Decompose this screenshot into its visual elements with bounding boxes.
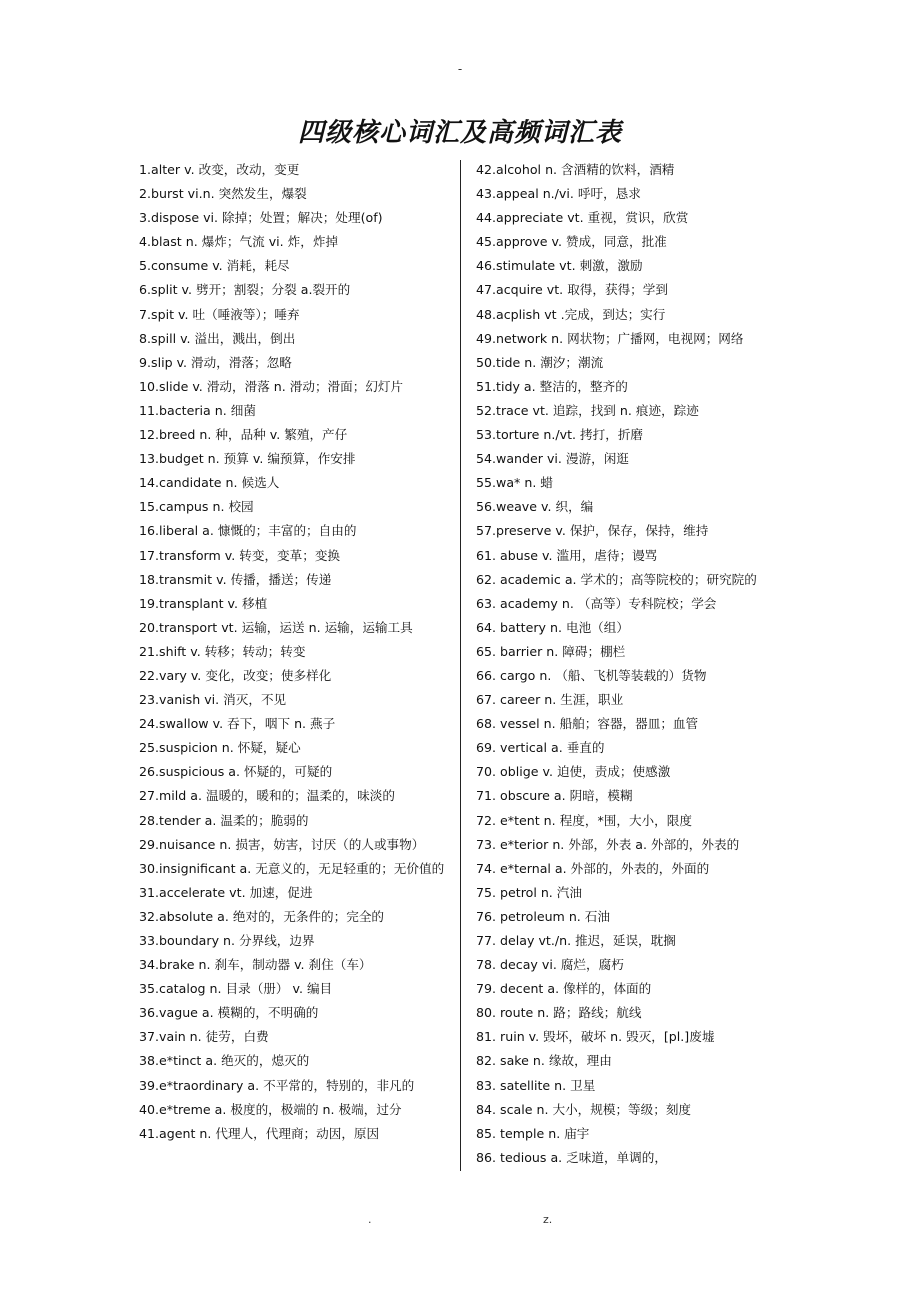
vocab-entry: 57.preserve v. 保护，保存，保持，维持 xyxy=(476,523,709,539)
vocab-entry: 31.accelerate vt. 加速，促进 xyxy=(139,884,313,900)
vocab-entry: 2.burst vi.n. 突然发生，爆裂 xyxy=(139,186,307,202)
vocab-entry: 47.acquire vt. 取得，获得；学到 xyxy=(476,282,668,298)
vocab-entry: 55.wa* n. 蜡 xyxy=(476,475,553,491)
vocab-entry: 17.transform v. 转变，变革；变换 xyxy=(139,547,341,563)
vocab-entry: 16.liberal a. 慷慨的；丰富的；自由的 xyxy=(139,523,357,539)
vocab-entry: 5.consume v. 消耗，耗尽 xyxy=(139,258,290,274)
vocab-entry: 22.vary v. 变化，改变；使多样化 xyxy=(139,667,332,683)
vocab-entry: 44.appreciate vt. 重视，赏识，欣赏 xyxy=(476,210,689,226)
vocab-entry: 11.bacteria n. 细菌 xyxy=(139,402,256,418)
vocab-entry: 38.e*tinct a. 绝灭的，熄灭的 xyxy=(139,1053,310,1069)
vocab-entry: 82. sake n. 缘故，理由 xyxy=(476,1053,612,1069)
vocab-entry: 7.spit v. 吐（唾液等）；唾弃 xyxy=(139,306,300,322)
vocab-entry: 83. satellite n. 卫星 xyxy=(476,1077,596,1093)
vocab-entry: 24.swallow v. 吞下，咽下 n. 燕子 xyxy=(139,716,336,732)
vocab-entry: 61. abuse v. 滥用，虐待；谩骂 xyxy=(476,547,658,563)
vocab-entry: 79. decent a. 像样的，体面的 xyxy=(476,981,652,997)
vocab-entry: 3.dispose vi. 除掉；处置；解决；处理(of) xyxy=(139,210,383,226)
vocab-entry: 26.suspicious a. 怀疑的，可疑的 xyxy=(139,764,333,780)
vocab-entry: 53.torture n./vt. 拷打，折磨 xyxy=(476,427,644,443)
vocab-entry: 43.appeal n./vi. 呼吁，恳求 xyxy=(476,186,641,202)
vocab-entry: 41.agent n. 代理人，代理商；动因，原因 xyxy=(139,1125,380,1141)
vocab-entry: 84. scale n. 大小，规模；等级；刻度 xyxy=(476,1101,692,1117)
vocab-entry: 25.suspicion n. 怀疑，疑心 xyxy=(139,740,301,756)
vocab-entry: 39.e*traordinary a. 不平常的，特别的，非凡的 xyxy=(139,1077,415,1093)
vocab-column-left xyxy=(139,158,455,1146)
vocab-entry: 19.transplant v. 移植 xyxy=(139,595,268,611)
vocab-entry: 77. delay vt./n. 推迟，延误，耽搁 xyxy=(476,933,676,948)
vocab-entry: 29.nuisance n. 损害，妨害，讨厌（的人或事物） xyxy=(139,836,425,852)
vocab-entry: 75. petrol n. 汽油 xyxy=(476,884,582,900)
vocab-entry: 35.catalog n. 目录（册） v. 编目 xyxy=(139,981,333,997)
vocab-entry: 6.split v. 劈开；割裂；分裂 a.裂开的 xyxy=(139,282,351,298)
vocab-entry: 37.vain n. 徒劳，白费 xyxy=(139,1029,269,1045)
vocab-entry: 36.vague a. 模糊的，不明确的 xyxy=(139,1005,319,1021)
vocab-entry: 28.tender a. 温柔的；脆弱的 xyxy=(139,812,309,828)
vocab-entry: 48.acplish vt .完成，到达；实行 xyxy=(476,306,666,322)
vocab-entry: 33.boundary n. 分界线，边界 xyxy=(139,933,315,948)
vocab-entry: 56.weave v. 织，编 xyxy=(476,499,594,515)
vocab-entry: 49.network n. 网状物；广播网，电视网；网络 xyxy=(476,330,744,346)
vocab-entry: 12.breed n. 种，品种 v. 繁殖，产仔 xyxy=(139,427,348,443)
vocab-entry: 69. vertical a. 垂直的 xyxy=(476,740,605,756)
vocab-entry: 42.alcohol n. 含酒精的饮料，酒精 xyxy=(476,162,675,177)
vocab-entry: 30.insignificant a. 无意义的，无足轻重的；无价值的 xyxy=(139,860,445,876)
vocab-entry: 34.brake n. 刹车，制动器 v. 刹住（车） xyxy=(139,957,372,973)
vocab-entry: 51.tidy a. 整洁的，整齐的 xyxy=(476,378,628,394)
vocab-entry: 86. tedious a. 乏味道，单调的， xyxy=(476,1149,667,1165)
vocab-entry: 10.slide v. 滑动，滑落 n. 滑动；滑面；幻灯片 xyxy=(139,378,404,394)
vocab-entry: 15.campus n. 校园 xyxy=(139,499,254,515)
page-title: 四级核心词汇及高频词汇表 xyxy=(297,118,622,148)
vocab-entry: 27.mild a. 温暖的，暖和的；温柔的，味淡的 xyxy=(139,788,395,804)
vocab-entry: 14.candidate n. 候选人 xyxy=(139,475,280,491)
footer-right-mark: z. xyxy=(543,1213,553,1226)
vocab-entry: 66. cargo n. （船、飞机等装载的）货物 xyxy=(476,667,707,683)
vocab-entry: 76. petroleum n. 石油 xyxy=(476,908,610,924)
vocab-entry: 62. academic a. 学术的；高等院校的；研究院的 xyxy=(476,571,757,587)
vocab-entry: 52.trace vt. 追踪，找到 n. 痕迹，踪迹 xyxy=(476,402,699,418)
vocab-entry: 68. vessel n. 船舶；容器，器皿；血管 xyxy=(476,716,699,732)
vocab-entry: 71. obscure a. 阴暗，模糊 xyxy=(476,788,633,804)
vocab-entry: 20.transport vt. 运输，运送 n. 运输，运输工具 xyxy=(139,619,413,635)
vocab-entry: 23.vanish vi. 消灭，不见 xyxy=(139,692,287,708)
vocab-entry: 63. academy n. （高等）专科院校；学会 xyxy=(476,595,717,611)
vocab-entry: 9.slip v. 滑动，滑落；忽略 xyxy=(139,354,292,370)
vocab-entry: 13.budget n. 预算 v. 编预算，作安排 xyxy=(139,451,356,467)
vocab-entry: 81. ruin v. 毁坏，破坏 n. 毁灭，[pl.]废墟 xyxy=(476,1029,715,1045)
vocab-entry: 64. battery n. 电池（组） xyxy=(476,619,629,635)
vocab-entry: 74. e*ternal a. 外部的，外表的，外面的 xyxy=(476,860,710,876)
footer-left-mark: . xyxy=(368,1213,372,1226)
vocab-entry: 40.e*treme a. 极度的，极端的 n. 极端，过分 xyxy=(139,1101,402,1117)
vocab-entry: 18.transmit v. 传播，播送；传递 xyxy=(139,571,332,587)
vocab-entry: 4.blast n. 爆炸；气流 vi. 炸，炸掉 xyxy=(139,234,339,250)
vocab-entry: 45.approve v. 赞成，同意，批准 xyxy=(476,234,667,250)
vocab-column-right xyxy=(476,158,806,1170)
vocab-entry: 54.wander vi. 漫游，闲逛 xyxy=(476,451,629,467)
vocab-entry: 78. decay vi. 腐烂，腐朽 xyxy=(476,957,624,973)
vocab-entry: 72. e*tent n. 程度，*围，大小，限度 xyxy=(476,812,692,828)
vocab-entry: 85. temple n. 庙宇 xyxy=(476,1125,590,1141)
vocab-entry: 65. barrier n. 障碍；棚栏 xyxy=(476,643,626,659)
vocab-entry: 73. e*terior n. 外部，外表 a. 外部的，外表的 xyxy=(476,836,740,852)
header-mark: - xyxy=(457,62,463,76)
vocab-entry: 80. route n. 路；路线；航线 xyxy=(476,1005,642,1021)
vocab-entry: 32.absolute a. 绝对的，无条件的；完全的 xyxy=(139,908,385,924)
vocab-entry: 50.tide n. 潮汐；潮流 xyxy=(476,354,604,370)
vocab-entry: 46.stimulate vt. 刺激，激励 xyxy=(476,258,643,274)
vocab-entry: 8.spill v. 溢出，溅出，倒出 xyxy=(139,330,296,346)
column-divider xyxy=(460,160,461,1171)
vocab-entry: 70. oblige v. 迫使，责成；使感激 xyxy=(476,764,671,780)
vocab-entry: 1.alter v. 改变，改动，变更 xyxy=(139,162,300,177)
vocab-entry: 21.shift v. 转移；转动；转变 xyxy=(139,643,306,659)
vocab-entry: 67. career n. 生涯，职业 xyxy=(476,692,624,708)
